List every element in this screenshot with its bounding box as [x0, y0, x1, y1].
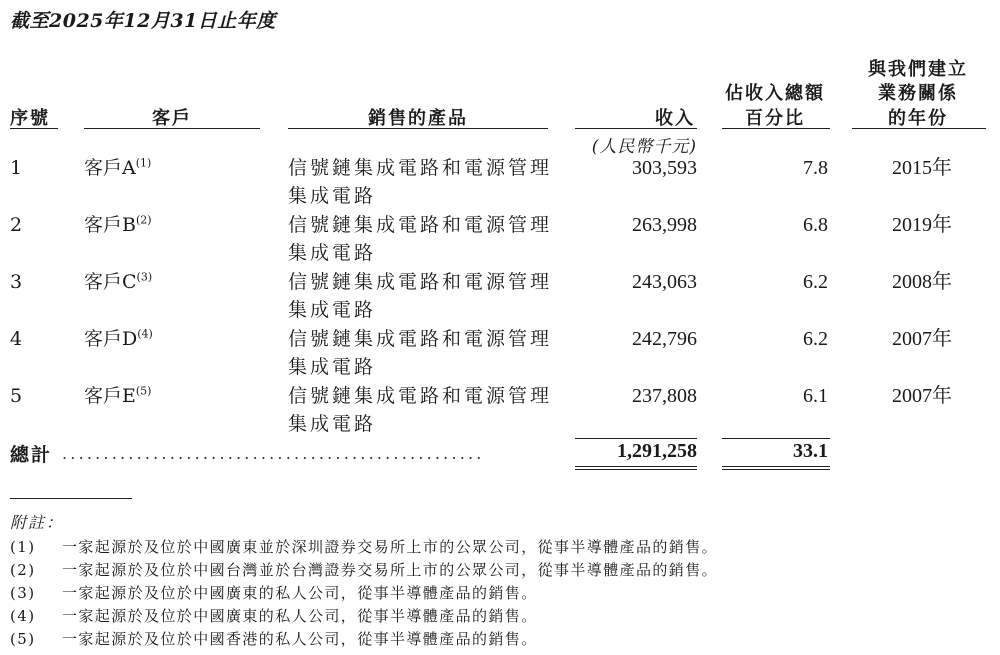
row-4-product: 信號鏈集成電路和電源管理集成電路 [288, 328, 553, 378]
row-2-product: 信號鏈集成電路和電源管理集成電路 [288, 214, 553, 264]
header-year-line3: 的年份 [888, 108, 948, 129]
footnote-3 [10, 582, 538, 603]
total-top-rule-revenue [575, 438, 697, 439]
footnote-2-key: (2) [10, 561, 36, 579]
header-pct-line2: 百分比 [745, 108, 805, 129]
row-1-note-ref: (1) [135, 156, 152, 170]
footnote-3-key: (3) [10, 584, 36, 602]
revenue-unit: (人民幣千元) [591, 137, 697, 157]
row-4-revenue: 242,796 [632, 328, 697, 350]
header-product: 銷售的產品 [368, 108, 468, 129]
row-3-revenue: 243,063 [632, 271, 697, 293]
header-year-line2: 業務關係 [878, 83, 958, 104]
row-4-seq: 4 [10, 328, 23, 350]
row-4-year: 2007年 [892, 328, 952, 350]
row-5-note-ref: (5) [135, 384, 152, 398]
row-3-pct: 6.2 [803, 271, 828, 293]
header-rule-product [288, 128, 548, 129]
header-rule-year [852, 128, 986, 129]
footnote-5-text: 一家起源於及位於中國香港的私人公司，從事半導體產品的銷售。 [62, 630, 538, 648]
row-3-year: 2008年 [892, 271, 952, 293]
footnotes-heading: 附註： [10, 513, 65, 532]
footnote-5-key: (5) [10, 630, 36, 648]
row-2-customer [84, 211, 152, 239]
row-4-customer [84, 325, 153, 353]
header-rule-revenue [575, 128, 697, 129]
footnote-2 [10, 559, 718, 580]
footnote-4-text: 一家起源於及位於中國廣東的私人公司，從事半導體產品的銷售。 [62, 607, 538, 625]
row-5-product: 信號鏈集成電路和電源管理集成電路 [288, 385, 553, 435]
footnote-5 [10, 628, 538, 649]
total-double-rule-pct [722, 466, 830, 470]
row-1-year: 2015年 [892, 157, 952, 179]
row-4-pct: 6.2 [803, 328, 828, 350]
row-1-pct: 7.8 [803, 157, 828, 179]
row-4-note-ref: (4) [137, 327, 153, 341]
row-2-revenue: 263,998 [632, 214, 697, 236]
row-1-customer-name: 客戶A [84, 157, 136, 179]
row-3-seq: 3 [10, 271, 23, 293]
header-revenue: 收入 [655, 108, 695, 129]
footnote-1 [10, 536, 718, 557]
row-1-customer [84, 154, 151, 182]
footnote-1-text: 一家起源於及位於中國廣東並於深圳證券交易所上市的公眾公司，從事半導體產品的銷售。 [62, 538, 719, 556]
row-3-customer-name: 客戶C [84, 271, 137, 293]
footnote-2-text: 一家起源於及位於中國台灣並於台灣證券交易所上市的公眾公司，從事半導體產品的銷售。 [62, 561, 719, 579]
total-label: 總計 [10, 444, 53, 466]
footnote-4 [10, 605, 538, 626]
header-year-line1: 與我們建立 [868, 59, 968, 80]
row-5-customer [84, 382, 151, 410]
row-1-product: 信號鏈集成電路和電源管理集成電路 [288, 157, 553, 207]
table-title: 截至2025年12月31日止年度 [10, 10, 276, 32]
row-5-customer-name: 客戶E [84, 385, 136, 407]
row-4-customer-name: 客戶D [84, 328, 138, 350]
row-2-seq: 2 [10, 214, 23, 236]
header-rule-pct [722, 128, 830, 129]
row-2-year: 2019年 [892, 214, 952, 236]
header-pct-line1: 佔收入總額 [725, 83, 825, 104]
row-1-revenue: 303,593 [632, 157, 697, 179]
footnote-1-key: (1) [10, 538, 36, 556]
row-3-note-ref: (3) [136, 270, 153, 284]
row-5-pct: 6.1 [803, 385, 828, 407]
row-2-customer-name: 客戶B [84, 214, 136, 236]
row-5-revenue: 237,808 [632, 385, 697, 407]
header-seq: 序號 [10, 108, 50, 129]
row-1-seq: 1 [10, 157, 23, 179]
row-3-product: 信號鏈集成電路和電源管理集成電路 [288, 271, 553, 321]
header-rule-customer [84, 128, 260, 129]
footnote-3-text: 一家起源於及位於中國廣東的私人公司，從事半導體產品的銷售。 [62, 584, 538, 602]
header-rule-seq [10, 128, 58, 129]
row-5-year: 2007年 [892, 385, 952, 407]
row-2-pct: 6.8 [803, 214, 828, 236]
total-pct: 33.1 [793, 440, 828, 462]
footnote-separator [10, 498, 132, 499]
total-top-rule-pct [722, 438, 830, 439]
row-3-customer [84, 268, 152, 296]
total-double-rule-revenue [575, 466, 697, 470]
footnote-4-key: (4) [10, 607, 36, 625]
header-customer: 客戶 [152, 108, 192, 129]
row-2-note-ref: (2) [135, 213, 152, 227]
total-leader-dots: ................................................... [62, 444, 485, 463]
row-5-seq: 5 [10, 385, 23, 407]
total-revenue: 1,291,258 [617, 440, 697, 462]
